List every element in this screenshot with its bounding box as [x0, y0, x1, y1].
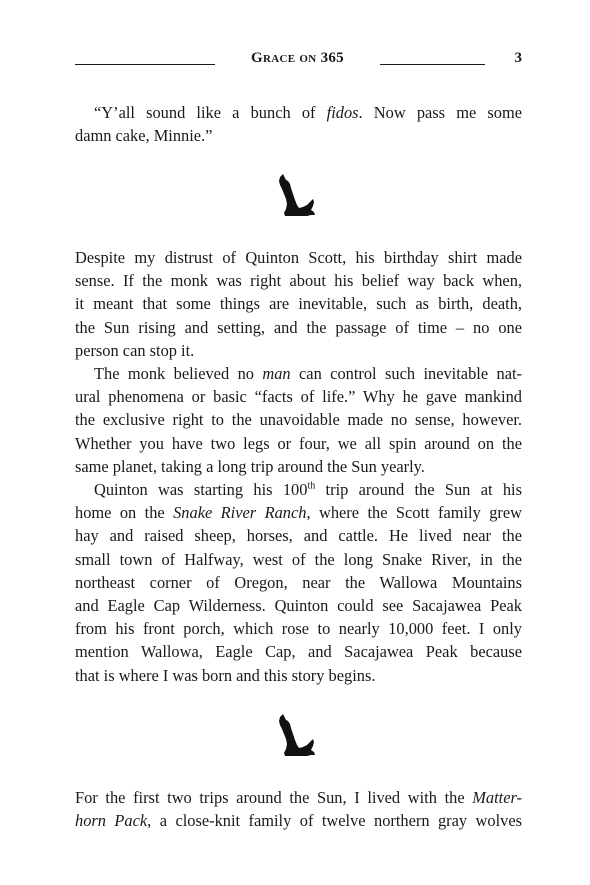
header-rule-right	[380, 64, 485, 65]
text-line: The monk believed no man can control such inevitable nat-	[94, 364, 522, 383]
howling-wolf-icon	[277, 712, 317, 760]
book-title: Grace on 365	[251, 50, 344, 66]
text-line: the exclusive right to the unavoidable made no sense, however.	[75, 410, 522, 430]
paragraph-3	[75, 362, 522, 478]
howling-wolf-icon	[277, 172, 317, 220]
text-line: damn cake, Minnie.”	[75, 126, 213, 146]
text-line: from his front porch, which rose to nearly 10,000 feet. I only	[75, 619, 522, 639]
text-line: person can stop it.	[75, 340, 195, 360]
text-line: For the first two trips around the Sun, I lived with the Matter-	[75, 788, 522, 807]
running-header	[75, 50, 522, 72]
paragraph-4	[75, 478, 522, 687]
text-line: sense. If the monk was right about his belief way back when,	[75, 271, 522, 291]
text-line: it meant that some things are inevitable, such as birth, death,	[75, 294, 522, 314]
text-line: home on the Snake River Ranch, where the Scott family grew	[75, 503, 522, 523]
paragraph-5	[75, 786, 522, 832]
text-line: and Eagle Cap Wilderness. Quinton could see Sacajawea Peak	[75, 596, 522, 616]
paragraph-2	[75, 246, 522, 362]
text-line: ural phenomena or basic “facts of life.” Why he gave mankind	[75, 387, 522, 407]
text-line: “Y’all sound like a bunch of fidos. Now pass me some	[94, 103, 522, 122]
text-line: horn Pack, a close-knit family of twelve northern gray wolves	[75, 811, 522, 831]
text-line: same planet, taking a long trip around the Sun yearly.	[75, 456, 425, 476]
text-line: Quinton was starting his 100th trip around the Sun at his	[94, 480, 522, 499]
paragraph-1	[75, 101, 522, 147]
text-line: hay and raised sheep, horses, and cattle. He lived near the	[75, 526, 522, 546]
text-line: the Sun rising and setting, and the passage of time – no one	[75, 317, 522, 337]
text-line: Despite my distrust of Quinton Scott, his birthday shirt made	[75, 248, 522, 267]
text-line: northeast corner of Oregon, near the Wallowa Mountains	[75, 572, 522, 592]
text-line: mention Wallowa, Eagle Cap, and Sacajawea Peak because	[75, 642, 522, 662]
page-number: 3	[514, 50, 522, 66]
header-rule-left	[75, 64, 215, 65]
text-line: small town of Halfway, west of the long Snake River, in the	[75, 549, 522, 569]
text-line: that is where I was born and this story begins.	[75, 665, 376, 685]
text-line: Whether you have two legs or four, we all spin around on the	[75, 433, 522, 453]
